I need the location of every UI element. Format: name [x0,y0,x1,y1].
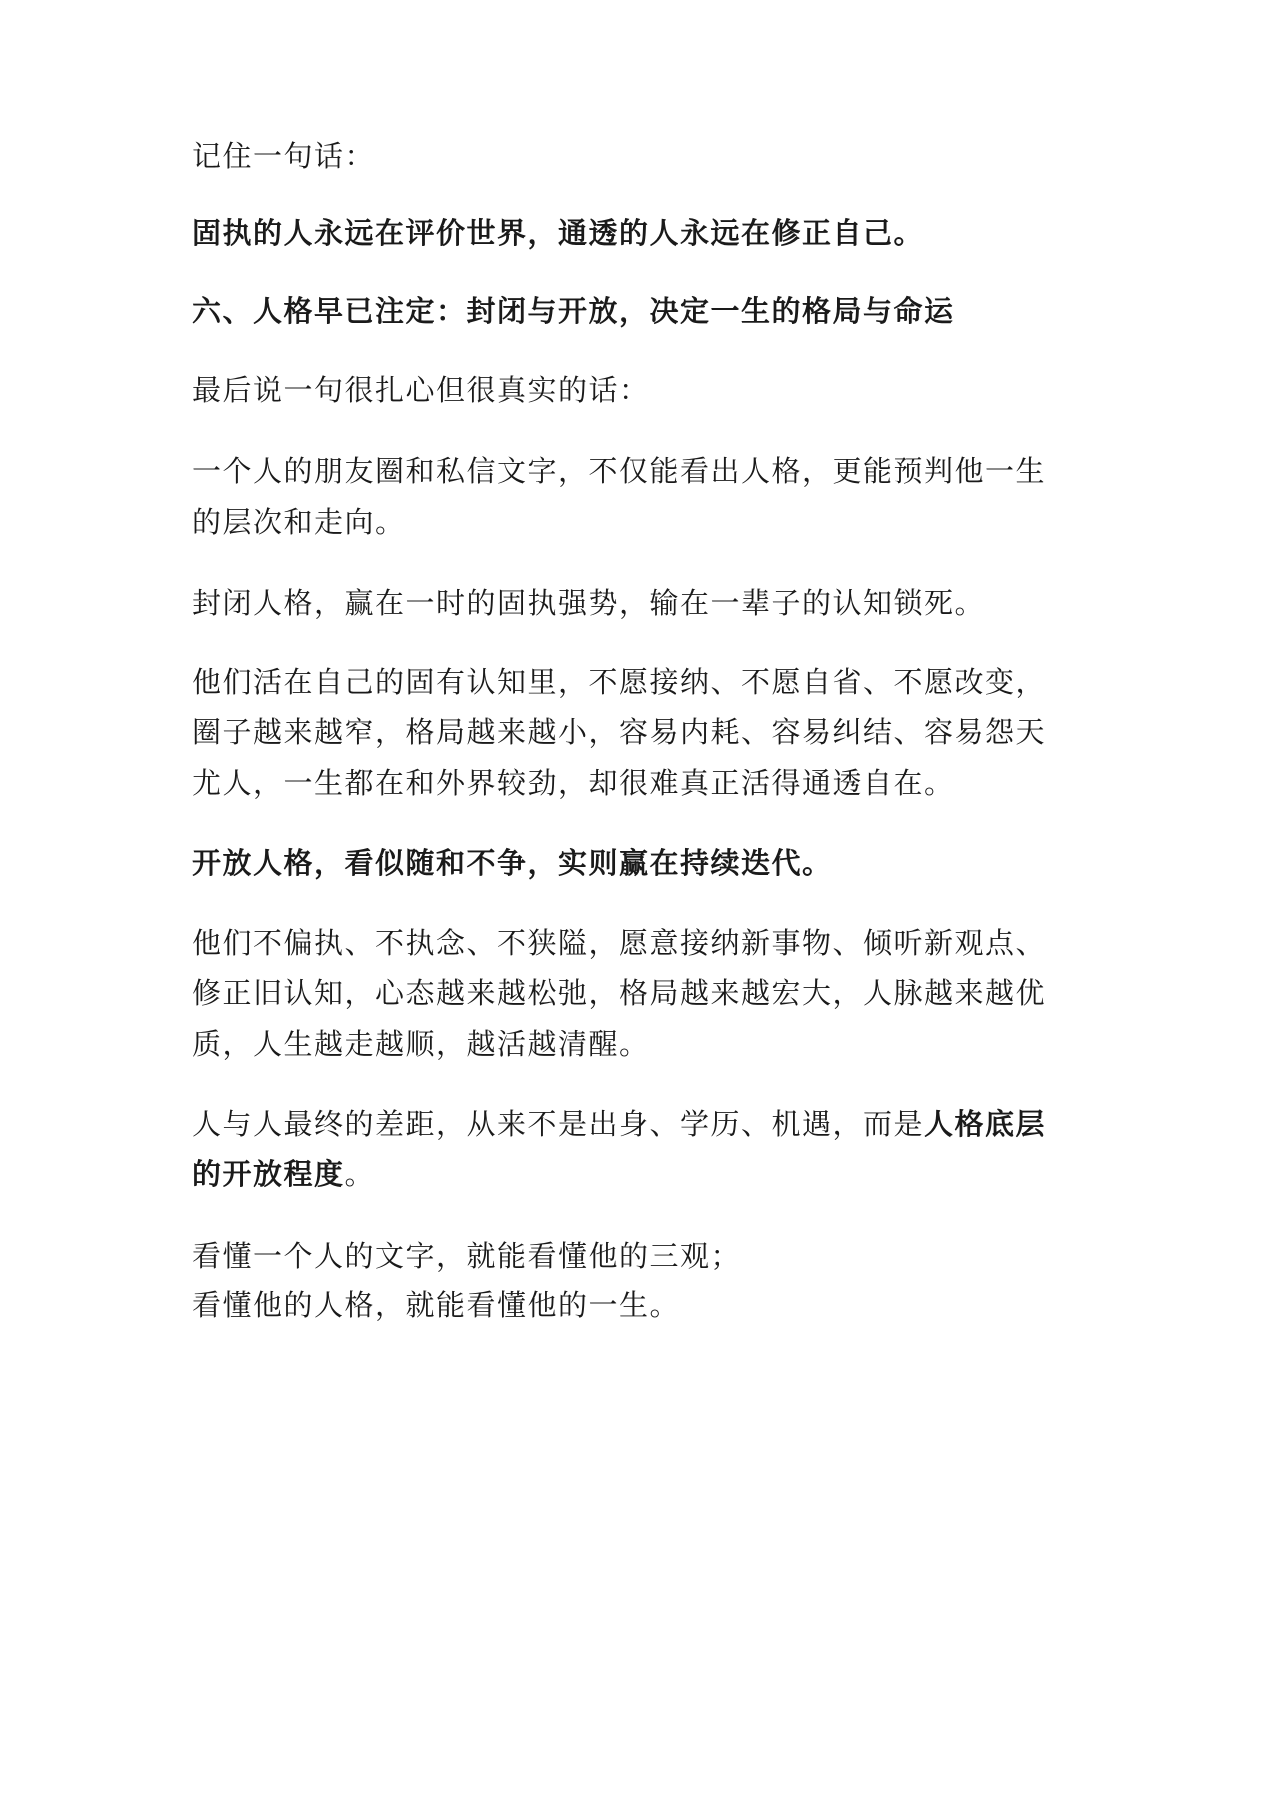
paragraph-remember: 记住一句话： [192,139,376,173]
key-quote: 固执的人永远在评价世界，通透的人永远在修正自己。 [192,216,925,250]
text-line: 圈子越来越窄，格局越来越小，容易内耗、容易纠结、容易怨天 [192,715,1047,749]
paragraph-open-personality: 开放人格，看似随和不争，实则赢在持续迭代。 [192,846,833,880]
paragraph-final-words: 最后说一句很扎心但很真实的话： [192,373,650,407]
text-line: 的层次和走向。 [192,505,406,539]
text-emphasis: 人格底层 [924,1107,1047,1141]
paragraph-closed-personality: 封闭人格，赢在一时的固执强势，输在一辈子的认知锁死。 [192,586,986,620]
text-line: 修正旧认知，心态越来越松弛，格局越来越宏大，人脉越来越优 [192,976,1047,1010]
text-line: 他们不偏执、不执念、不狭隘，愿意接纳新事物、倾听新观点、 [192,926,1047,960]
section-heading-six: 六、人格早已注定：封闭与开放，决定一生的格局与命运 [192,294,955,328]
text-line: 质，人生越走越顺，越活越清醒。 [192,1027,650,1061]
text-line: 他们活在自己的固有认知里，不愿接纳、不愿自省、不愿改变， [192,665,1047,699]
text-line: 看懂他的人格，就能看懂他的一生。 [192,1288,681,1322]
text-plain: 人与人最终的差距，从来不是出身、学历、机遇，而是 [192,1107,925,1141]
text-line: 看懂一个人的文字，就能看懂他的三观； [192,1239,742,1273]
text-line: 尤人，一生都在和外界较劲，却很难真正活得通透自在。 [192,766,955,800]
text-line [192,1156,375,1192]
text-line: 一个人的朋友圈和私信文字，不仅能看出人格，更能预判他一生 [192,454,1047,488]
text-emphasis: 的开放程度 [192,1157,345,1191]
text-line [192,1106,1046,1142]
text-plain: 。 [344,1157,376,1191]
